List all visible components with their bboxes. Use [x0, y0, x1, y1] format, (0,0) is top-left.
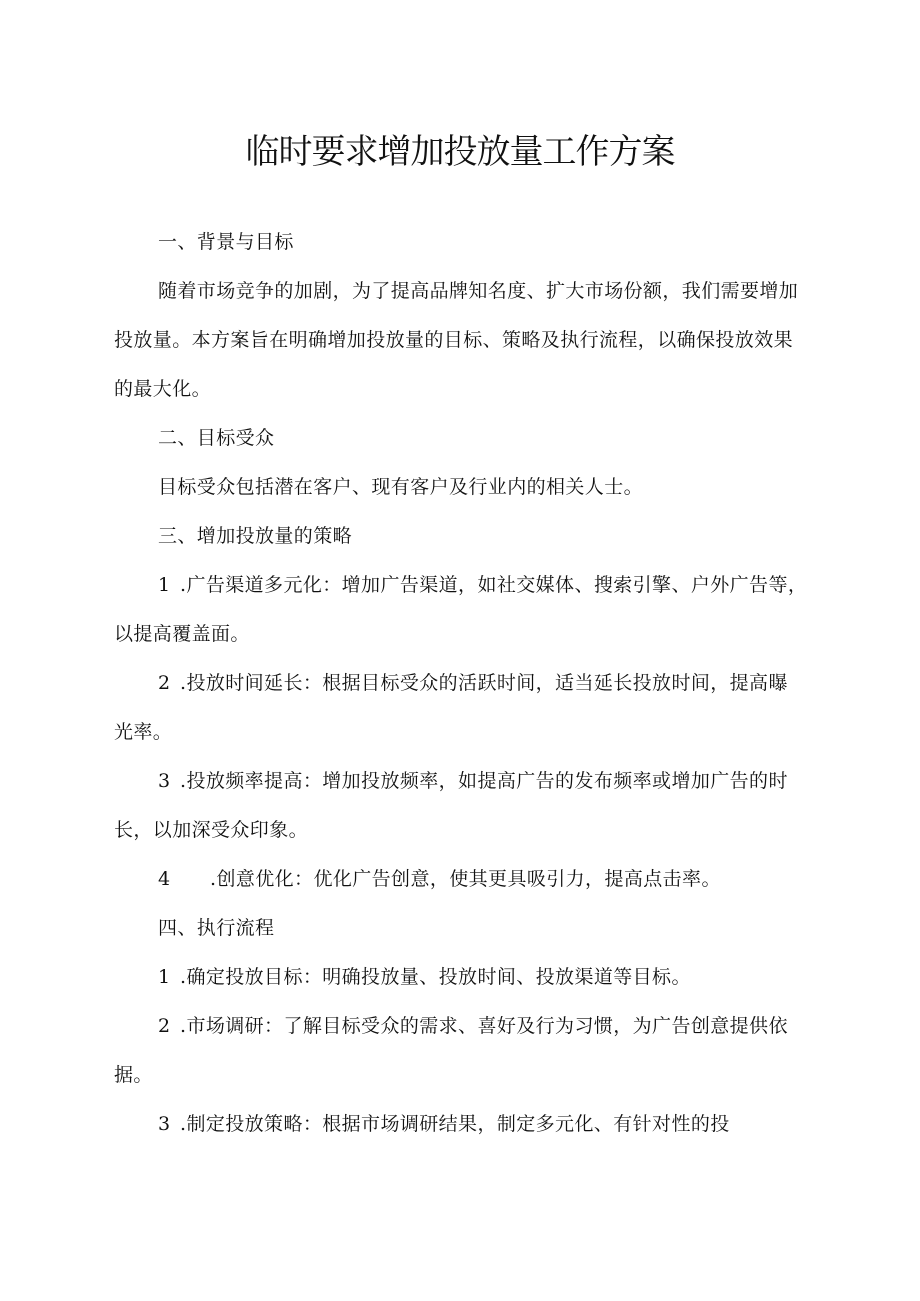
strategy-item-2 [114, 666, 814, 715]
item-number: 2 [158, 672, 171, 694]
section-heading-background: 一、背景与目标 [158, 231, 294, 253]
item-text: .制定投放策略：根据市场调研结果，制定多元化、有针对性的投 [180, 1113, 730, 1135]
paragraph-line: 目标受众包括潜在客户、现有客户及行业内的相关人士。 [158, 476, 644, 498]
section-heading-strategy: 三、增加投放量的策略 [158, 525, 353, 547]
process-item-2 [114, 1009, 814, 1058]
item-text: .投放频率提高：增加投放频率，如提高广告的发布频率或增加广告的时 [180, 770, 788, 792]
paragraph-line: 据。 [114, 1064, 153, 1086]
section-heading-audience: 二、目标受众 [158, 427, 275, 449]
item-number: 4 [158, 868, 171, 890]
paragraph-line: 光率。 [114, 721, 173, 743]
item-text: .广告渠道多元化：增加广告渠道，如社交媒体、搜索引擎、户外广告等， [180, 574, 808, 596]
strategy-item-4 [114, 862, 814, 911]
paragraph-line: 以提高覆盖面。 [114, 623, 250, 645]
strategy-item-1 [114, 568, 814, 617]
item-text: .投放时间延长：根据目标受众的活跃时间，适当延长投放时间，提高曝 [180, 672, 788, 694]
item-number: 2 [158, 1015, 171, 1037]
item-number: 3 [158, 1113, 171, 1135]
process-item-3 [114, 1107, 814, 1156]
paragraph-line: 投放量。本方案旨在明确增加投放量的目标、策略及执行流程，以确保投放效果 [114, 329, 794, 351]
document-title: 临时要求增加投放量工作方案 [245, 132, 675, 172]
item-number: 3 [158, 770, 171, 792]
item-text: .市场调研：了解目标受众的需求、喜好及行为习惯，为广告创意提供依 [180, 1015, 788, 1037]
strategy-item-3 [114, 764, 814, 813]
item-number: 1 [158, 574, 171, 596]
process-item-1 [114, 960, 814, 1009]
paragraph-line: 随着市场竞争的加剧，为了提高品牌知名度、扩大市场份额，我们需要增加 [158, 280, 799, 302]
section-heading-process: 四、执行流程 [158, 917, 275, 939]
paragraph-line: 的最大化。 [114, 378, 212, 400]
document-body [114, 225, 814, 1156]
item-text: .确定投放目标：明确投放量、投放时间、投放渠道等目标。 [180, 966, 691, 988]
item-number: 1 [158, 966, 171, 988]
paragraph-line: 长，以加深受众印象。 [114, 819, 309, 841]
item-text: .创意优化：优化广告创意，使其更具吸引力，提高点击率。 [210, 868, 721, 890]
